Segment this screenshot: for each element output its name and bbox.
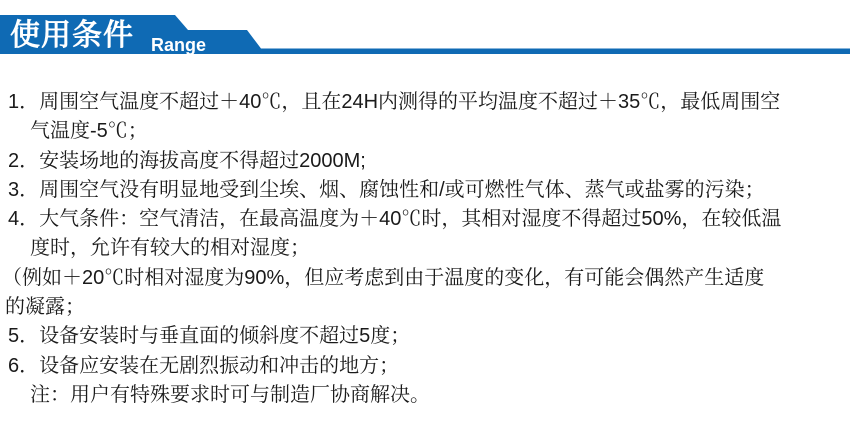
section-title: 使用条件 [10, 19, 134, 52]
condition-line-7: （例如＋20℃时相对湿度为90%，但应考虑到由于温度的变化，有可能会偶然产生适度 [2, 266, 765, 289]
section-subtitle: Range [151, 35, 207, 55]
condition-line-8: 的凝露； [5, 296, 85, 319]
condition-line-2: 气温度-5℃； [30, 120, 148, 143]
condition-line-5: 4．大气条件：空气清洁，在最高温度为＋40℃时，其相对湿度不得超过50%，在较低温 [8, 208, 782, 231]
condition-line-9: 5．设备安装时与垂直面的倾斜度不超过5度； [8, 325, 411, 348]
condition-line-10: 6．设备应安装在无剧烈振动和冲击的地方； [8, 354, 400, 377]
conditions-text-block [0, 88, 850, 410]
condition-line-3: 2．安装场地的海拔高度不得超过2000M; [8, 149, 366, 172]
condition-line-6: 度时，允许有较大的相对湿度； [30, 237, 310, 260]
condition-line-1: 1．周围空气温度不超过＋40℃，且在24H内测得的平均温度不超过＋35℃，最低周围空 [8, 91, 781, 113]
section-header-banner [0, 0, 850, 60]
condition-line-11: 注：用户有特殊要求时可与制造厂协商解决。 [30, 383, 430, 406]
condition-line-4: 3．周围空气没有明显地受到尘埃、烟、腐蚀性和/或可燃性气体、蒸气或盐雾的污染； [8, 178, 765, 201]
